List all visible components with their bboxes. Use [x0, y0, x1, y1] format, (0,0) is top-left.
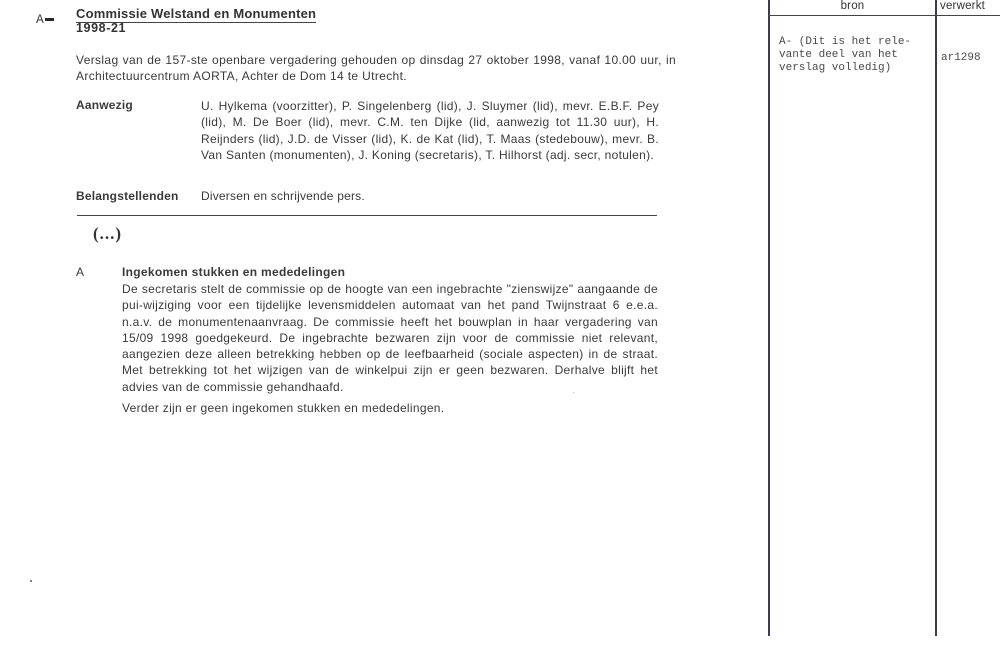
margin-marker-dash — [45, 18, 54, 21]
section-divider — [77, 215, 657, 216]
register-bron-note: A- (Dit is het rele- vante deel van het verslag volledig) — [779, 36, 912, 74]
document-number: 1998-21 — [76, 21, 127, 35]
document-title: Commissie Welstand en Monumenten — [76, 6, 317, 21]
agenda-item-body: De secretaris stelt de commissie op de hoogte van een ingebrachte "zienswijze" aangaande de pui-wijziging voor een tijdelijke levensmiddelen automaat van het pand Twijnstraat 6 e.e.a. n.a.v. de monumentenaanvraag. De commissie heeft het bouwplan in haar vergadering van 15/09 1998 goedgekeurd. De ingebrachte bezwaren zijn voor de commissie niet relevant, aangezien deze alleen betrekking hebben op de leefbaarheid (sociale aspecten) in de straat. Met betrekking tot het wijzigen van de winkelpui zijn er geen bezwaren. Derhalve blijft het advies van de commissie gehandhaafd. — [122, 282, 658, 394]
scan-speck — [30, 580, 32, 582]
agenda-item-footer: Verder zijn er geen ingekomen stukken en mededelingen. — [122, 401, 445, 415]
intro-paragraph: Verslag van de 157-ste openbare vergadering gehouden op dinsdag 27 oktober 1998, vanaf 10.00 uur, in Architectuurcentrum AORTA, Achter de Dom 14 te Utrecht. — [76, 53, 676, 83]
register-column-divider-right — [935, 0, 937, 636]
scan-speck — [573, 392, 574, 393]
register-header-rule — [769, 15, 1000, 16]
register-header-bron: bron — [840, 0, 865, 12]
present-list: U. Hylkema (voorzitter), P. Singelenberg (lid), J. Sluymer (lid), mevr. E.B.F. Pey (lid), M. De Boer (lid), mevr. C.M. ten Dijke (lid, aanwezig tot 11.30 uur), H. Reijnders (lid), J.D. de Visser (lid), K. de Kat (lid), T. Maas (stedebouw), mevr. B. Van Santen (monumenten), J. Koning (secretaris), T. Hilhorst (adj. secr, notulen). — [201, 99, 659, 163]
interested-text: Diversen en schrijvende pers. — [201, 189, 365, 203]
omission-mark: (...) — [93, 224, 123, 243]
agenda-item-heading: Ingekomen stukken en mededelingen — [122, 265, 346, 279]
margin-marker-letter: A — [36, 12, 44, 27]
interested-label: Belangstellenden — [76, 189, 179, 203]
agenda-item-letter: A — [76, 265, 85, 279]
register-column-divider-left — [768, 0, 770, 636]
present-label: Aanwezig — [76, 98, 133, 112]
margin-marker — [36, 12, 54, 27]
register-header-verwerkt: verwerkt — [940, 0, 986, 12]
register-verwerkt-code: ar1298 — [941, 52, 981, 64]
